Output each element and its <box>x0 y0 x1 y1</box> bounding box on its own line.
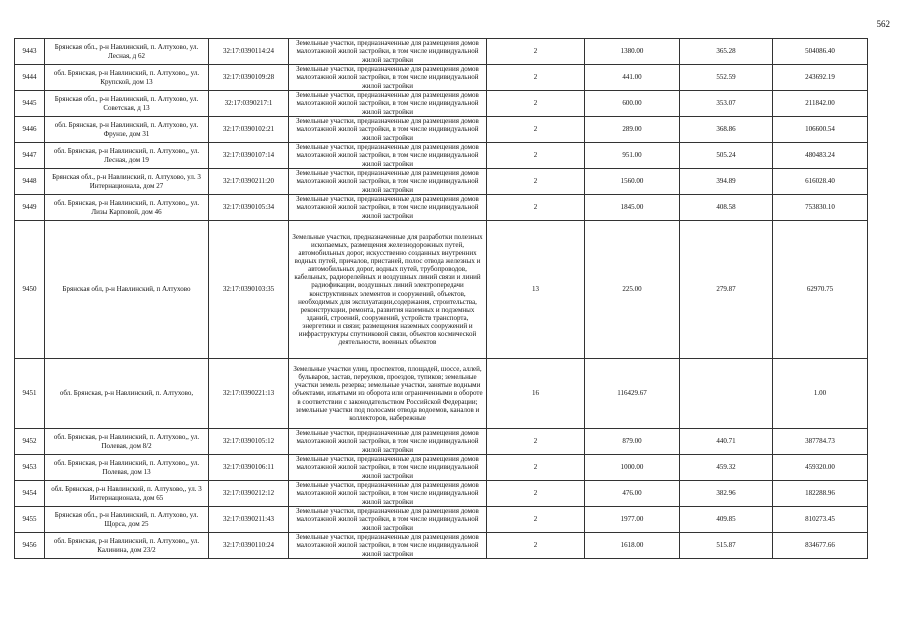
cadastral-value-cell: 810273.45 <box>773 507 868 533</box>
table-row <box>15 91 868 117</box>
cadastral-number-cell: 32:17:0390103:35 <box>209 221 289 359</box>
area-cell: 951.00 <box>585 143 680 169</box>
address-cell: Брянская обл, р-н Навлинский, п Алтухово <box>45 221 209 359</box>
specific-value-cell: 552.59 <box>680 65 773 91</box>
row-number: 9446 <box>15 117 45 143</box>
cadastral-value-cell: 106600.54 <box>773 117 868 143</box>
group-cell: 2 <box>487 169 585 195</box>
address-cell: обл. Брянская, р-н Навлинский, п. Алтухово,, ул. Полевая, дом 8/2 <box>45 429 209 455</box>
row-number: 9448 <box>15 169 45 195</box>
group-cell: 2 <box>487 429 585 455</box>
area-cell: 1977.00 <box>585 507 680 533</box>
specific-value-cell <box>680 359 773 429</box>
cadastral-number-cell: 32:17:0390212:12 <box>209 481 289 507</box>
table-row <box>15 65 868 91</box>
area-cell: 1845.00 <box>585 195 680 221</box>
cadastral-number-cell: 32:17:0390110:24 <box>209 533 289 559</box>
group-cell: 2 <box>487 117 585 143</box>
group-cell: 13 <box>487 221 585 359</box>
table-row <box>15 221 868 359</box>
table-row <box>15 507 868 533</box>
cadastral-number-cell: 32:17:0390105:12 <box>209 429 289 455</box>
area-cell: 441.00 <box>585 65 680 91</box>
group-cell: 2 <box>487 455 585 481</box>
cadastral-number-cell: 32:17:0390106:11 <box>209 455 289 481</box>
row-number: 9451 <box>15 359 45 429</box>
cadastral-value-cell: 459320.00 <box>773 455 868 481</box>
row-number: 9450 <box>15 221 45 359</box>
cadastral-number-cell: 32:17:0390109:28 <box>209 65 289 91</box>
table-row <box>15 533 868 559</box>
land-purpose-cell: Земельные участки, предназначенные для размещения домов малоэтажной жилой застройки, в том числе индивидуальной жилой застройки <box>289 195 487 221</box>
cadastral-value-cell: 480483.24 <box>773 143 868 169</box>
row-number: 9443 <box>15 39 45 65</box>
cadastral-value-cell: 243692.19 <box>773 65 868 91</box>
cadastral-value-cell: 753830.10 <box>773 195 868 221</box>
address-cell: обл. Брянская, р-н Навлинский, п. Алтухово,, ул. 3 Интернационала, дом 65 <box>45 481 209 507</box>
group-cell: 2 <box>487 65 585 91</box>
address-cell: обл. Брянская, р-н Навлинский, п. Алтухово,, ул. Лесная, дом 19 <box>45 143 209 169</box>
page-number: 562 <box>876 19 890 29</box>
group-cell: 2 <box>487 533 585 559</box>
cadastral-value-cell: 616028.40 <box>773 169 868 195</box>
address-cell: обл. Брянская, р-н Навлинский, п. Алтухово,, ул. Полевая, дом 13 <box>45 455 209 481</box>
area-cell: 476.00 <box>585 481 680 507</box>
table-row <box>15 481 868 507</box>
address-cell: обл. Брянская, р-н Навлинский, п. Алтухово, <box>45 359 209 429</box>
specific-value-cell: 394.89 <box>680 169 773 195</box>
table-row <box>15 359 868 429</box>
specific-value-cell: 279.87 <box>680 221 773 359</box>
cadastral-value-cell: 182288.96 <box>773 481 868 507</box>
cadastral-number-cell: 32:17:0390211:43 <box>209 507 289 533</box>
row-number: 9449 <box>15 195 45 221</box>
cadastral-number-cell: 32:17:0390211:20 <box>209 169 289 195</box>
address-cell: обл. Брянская, р-н Навлинский, п. Алтухово,, ул. Лизы Карповой, дом 46 <box>45 195 209 221</box>
group-cell: 2 <box>487 195 585 221</box>
cadastral-value-cell: 834677.66 <box>773 533 868 559</box>
land-purpose-cell: Земельные участки, предназначенные для размещения домов малоэтажной жилой застройки, в том числе индивидуальной жилой застройки <box>289 533 487 559</box>
table-row <box>15 429 868 455</box>
specific-value-cell: 368.86 <box>680 117 773 143</box>
land-purpose-cell: Земельные участки, предназначенные для размещения домов малоэтажной жилой застройки, в том числе индивидуальной жилой застройки <box>289 169 487 195</box>
group-cell: 16 <box>487 359 585 429</box>
row-number: 9445 <box>15 91 45 117</box>
address-cell: Брянская обл., р-н Навлинский, п. Алтухово, ул. Щорса, дом 25 <box>45 507 209 533</box>
address-cell: Брянская обл., р-н Навлинский, п. Алтухово, ул. 3 Интернационала, дом 27 <box>45 169 209 195</box>
table-row <box>15 143 868 169</box>
cadastral-number-cell: 32:17:0390114:24 <box>209 39 289 65</box>
land-purpose-cell: Земельные участки, предназначенные для размещения домов малоэтажной жилой застройки, в том числе индивидуальной жилой застройки <box>289 39 487 65</box>
cadastral-number-cell: 32:17:0390107:14 <box>209 143 289 169</box>
table-row <box>15 169 868 195</box>
land-purpose-cell: Земельные участки, предназначенные для размещения домов малоэтажной жилой застройки, в том числе индивидуальной жилой застройки <box>289 143 487 169</box>
row-number: 9453 <box>15 455 45 481</box>
area-cell: 600.00 <box>585 91 680 117</box>
land-purpose-cell: Земельные участки, предназначенные для размещения домов малоэтажной жилой застройки, в том числе индивидуальной жилой застройки <box>289 481 487 507</box>
row-number: 9454 <box>15 481 45 507</box>
row-number: 9455 <box>15 507 45 533</box>
land-purpose-cell: Земельные участки, предназначенные для разработки полезных ископаемых, размещения железнодорожных путей, автомобильных дорог, искусственно созданных внутренних водных путей, причалов, пристаней, полос отвода железных и автомобильных дорог, водных путей, трубопроводов, кабельных, радиорелейных и воздушных линий связи и линий радиофикации, воздушных линий электропередачи конструктивных элементов и сооружений, объектов, необходимых для эксплуатации,содержания, строительства, реконструкции, ремонта, развития наземных и подземных зданий, строений, сооружений, устройств транспорта, энергетики и связи; размещения наземных сооружений и инфраструктуры спутниковой связи, объектов космической деятельности, военных объектов <box>289 221 487 359</box>
area-cell: 1618.00 <box>585 533 680 559</box>
group-cell: 2 <box>487 39 585 65</box>
area-cell: 1380.00 <box>585 39 680 65</box>
table-row <box>15 117 868 143</box>
cadastral-value-cell: 387784.73 <box>773 429 868 455</box>
address-cell: Брянская обл., р-н Навлинский, п. Алтухово, ул. Советская, д 13 <box>45 91 209 117</box>
cadastral-value-cell: 504086.40 <box>773 39 868 65</box>
row-number: 9456 <box>15 533 45 559</box>
cadastral-value-cell: 62970.75 <box>773 221 868 359</box>
address-cell: обл. Брянская, р-н Навлинский, п. Алтухово,, ул. Крупской, дом 13 <box>45 65 209 91</box>
area-cell: 116429.67 <box>585 359 680 429</box>
row-number: 9444 <box>15 65 45 91</box>
area-cell: 289.00 <box>585 117 680 143</box>
land-purpose-cell: Земельные участки, предназначенные для размещения домов малоэтажной жилой застройки, в том числе индивидуальной жилой застройки <box>289 117 487 143</box>
land-purpose-cell: Земельные участки, предназначенные для размещения домов малоэтажной жилой застройки, в том числе индивидуальной жилой застройки <box>289 429 487 455</box>
group-cell: 2 <box>487 91 585 117</box>
table-row <box>15 39 868 65</box>
row-number: 9447 <box>15 143 45 169</box>
specific-value-cell: 353.07 <box>680 91 773 117</box>
group-cell: 2 <box>487 507 585 533</box>
land-purpose-cell: Земельные участки, предназначенные для размещения домов малоэтажной жилой застройки, в том числе индивидуальной жилой застройки <box>289 455 487 481</box>
specific-value-cell: 409.85 <box>680 507 773 533</box>
cadastral-value-table <box>14 38 868 559</box>
land-purpose-cell: Земельные участки, предназначенные для размещения домов малоэтажной жилой застройки, в том числе индивидуальной жилой застройки <box>289 507 487 533</box>
area-cell: 879.00 <box>585 429 680 455</box>
cadastral-value-cell: 211842.00 <box>773 91 868 117</box>
table-row <box>15 195 868 221</box>
specific-value-cell: 440.71 <box>680 429 773 455</box>
table-row <box>15 455 868 481</box>
address-cell: Брянская обл., р-н Навлинский, п. Алтухово, ул. Лесная, д 62 <box>45 39 209 65</box>
specific-value-cell: 505.24 <box>680 143 773 169</box>
specific-value-cell: 408.58 <box>680 195 773 221</box>
specific-value-cell: 365.28 <box>680 39 773 65</box>
specific-value-cell: 515.87 <box>680 533 773 559</box>
land-purpose-cell: Земельные участки, предназначенные для размещения домов малоэтажной жилой застройки, в том числе индивидуальной жилой застройки <box>289 65 487 91</box>
row-number: 9452 <box>15 429 45 455</box>
cadastral-number-cell: 32:17:0390217:1 <box>209 91 289 117</box>
land-purpose-cell: Земельные участки, предназначенные для размещения домов малоэтажной жилой застройки, в том числе индивидуальной жилой застройки <box>289 91 487 117</box>
specific-value-cell: 382.96 <box>680 481 773 507</box>
specific-value-cell: 459.32 <box>680 455 773 481</box>
cadastral-number-cell: 32:17:0390102:21 <box>209 117 289 143</box>
group-cell: 2 <box>487 143 585 169</box>
cadastral-number-cell: 32:17:0390221:13 <box>209 359 289 429</box>
area-cell: 225.00 <box>585 221 680 359</box>
area-cell: 1560.00 <box>585 169 680 195</box>
cadastral-number-cell: 32:17:0390105:34 <box>209 195 289 221</box>
land-purpose-cell: Земельные участки улиц, проспектов, площадей, шоссе, аллей, бульваров, застав, переулков, проездов, тупиков; земельные участки земель резерва; земельные участки, занятые водными объектами, изъятыми из оборота или ограниченными в обороте в соответствии с законодательством Российской Федерации; земельные участки под полосами отвода водоемов, каналов и коллекторов, набережные <box>289 359 487 429</box>
group-cell: 2 <box>487 481 585 507</box>
address-cell: обл. Брянская, р-н Навлинский, п. Алтухово,, ул. Калинина, дом 23/2 <box>45 533 209 559</box>
area-cell: 1000.00 <box>585 455 680 481</box>
cadastral-value-cell: 1.00 <box>773 359 868 429</box>
address-cell: обл. Брянская, р-н Навлинский, п. Алтухово, ул. Фрунзе, дом 31 <box>45 117 209 143</box>
